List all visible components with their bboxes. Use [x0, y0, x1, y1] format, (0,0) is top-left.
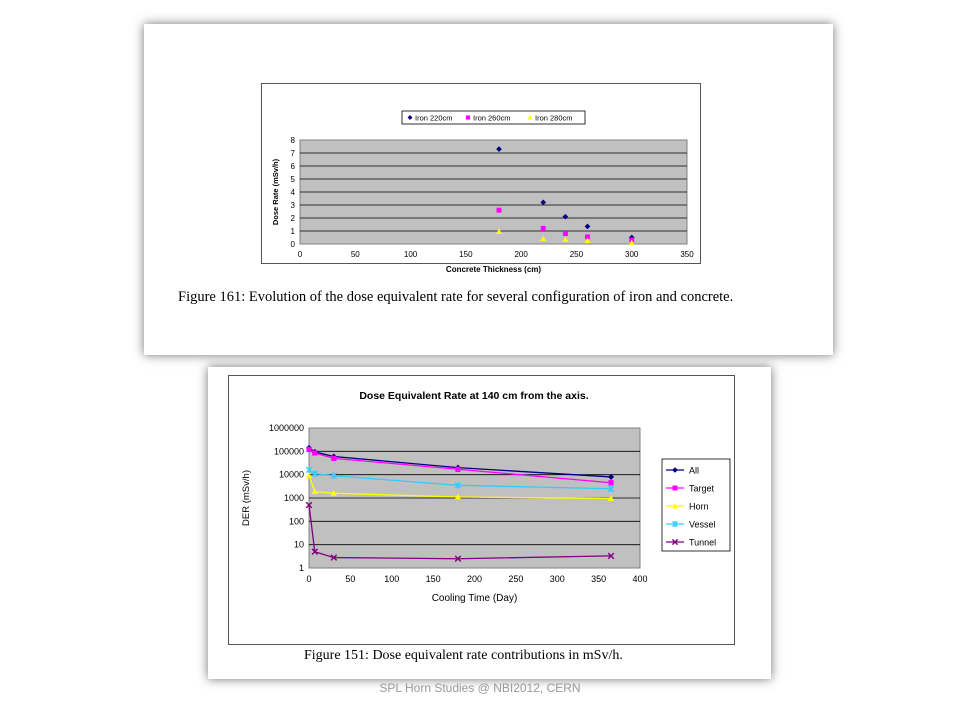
chart-title: Dose Equivalent Rate at 140 cm from the axis. [359, 390, 589, 402]
y-tick-label: 2 [290, 214, 295, 223]
legend-entry: Tunnel [689, 537, 717, 548]
y-tick-label: 1 [298, 563, 304, 573]
legend-entry: All [689, 465, 700, 476]
x-tick-label: 350 [591, 574, 607, 584]
data-point [609, 480, 614, 485]
y-axis-label: DER (mSv/h) [241, 470, 252, 526]
y-tick-label: 100000 [273, 446, 304, 457]
legend-marker [673, 486, 677, 490]
x-tick-label: 300 [549, 574, 565, 584]
x-tick-label: 300 [625, 250, 639, 259]
y-tick-label: 4 [290, 188, 295, 197]
x-tick-label: 150 [459, 250, 473, 259]
data-point [541, 226, 545, 230]
footer-text: SPL Horn Studies @ NBI2012, CERN [379, 681, 581, 695]
y-tick-label: 5 [290, 175, 295, 184]
der-chart [228, 375, 735, 645]
x-tick-label: 0 [297, 250, 303, 259]
figure-151-panel [208, 367, 771, 679]
x-tick-label: 250 [569, 250, 584, 259]
y-tick-label: 1 [290, 227, 295, 236]
data-point [563, 231, 567, 235]
legend-entry: Iron 260cm [473, 113, 511, 123]
y-tick-label: 10 [293, 539, 304, 550]
legend-marker [466, 116, 470, 120]
y-tick-label: 0 [290, 240, 295, 249]
y-axis-label: Dose Rate (mSv/h) [271, 158, 280, 226]
x-tick-label: 50 [345, 574, 356, 584]
legend-entry: Horn [689, 501, 709, 512]
x-tick-label: 250 [508, 574, 524, 584]
der-chart-svg [229, 376, 734, 644]
x-tick-label: 350 [680, 250, 694, 259]
x-tick-label: 100 [384, 574, 400, 584]
dose-rate-chart-svg [262, 84, 700, 274]
data-point [456, 467, 461, 472]
y-tick-label: 1000000 [268, 423, 304, 433]
y-tick-label: 10000 [278, 469, 304, 480]
x-tick-label: 150 [425, 574, 441, 584]
dose-rate-chart [261, 83, 701, 274]
y-tick-label: 6 [290, 162, 295, 171]
legend-entry: Iron 280cm [535, 113, 573, 123]
figure-161-panel [144, 24, 833, 355]
y-tick-label: 1000 [283, 493, 304, 503]
data-point [497, 208, 501, 212]
data-point [331, 456, 336, 461]
figure-151-caption: Figure 151: Dose equivalent rate contributions in mSv/h. [304, 648, 623, 663]
x-axis-label: Cooling Time (Day) [431, 593, 518, 604]
x-axis-label: Concrete Thickness (cm) [445, 265, 542, 274]
y-tick-label: 3 [290, 201, 295, 210]
legend-entry: Vessel [689, 519, 716, 530]
y-tick-label: 100 [288, 516, 304, 527]
x-tick-label: 50 [350, 250, 360, 259]
x-tick-label: 0 [306, 574, 312, 584]
x-tick-label: 100 [403, 250, 418, 259]
x-tick-label: 200 [466, 574, 483, 584]
y-tick-label: 8 [290, 136, 295, 145]
legend-entry: Iron 220cm [415, 113, 453, 123]
x-tick-label: 400 [632, 574, 648, 584]
legend-entry: Target [689, 483, 715, 494]
data-point [312, 451, 317, 456]
data-point [307, 447, 312, 452]
figure-161-caption: Figure 161: Evolution of the dose equivalent rate for several configuration of iron and concrete. [178, 289, 734, 305]
y-tick-label: 7 [290, 149, 295, 158]
x-tick-label: 200 [514, 250, 528, 259]
